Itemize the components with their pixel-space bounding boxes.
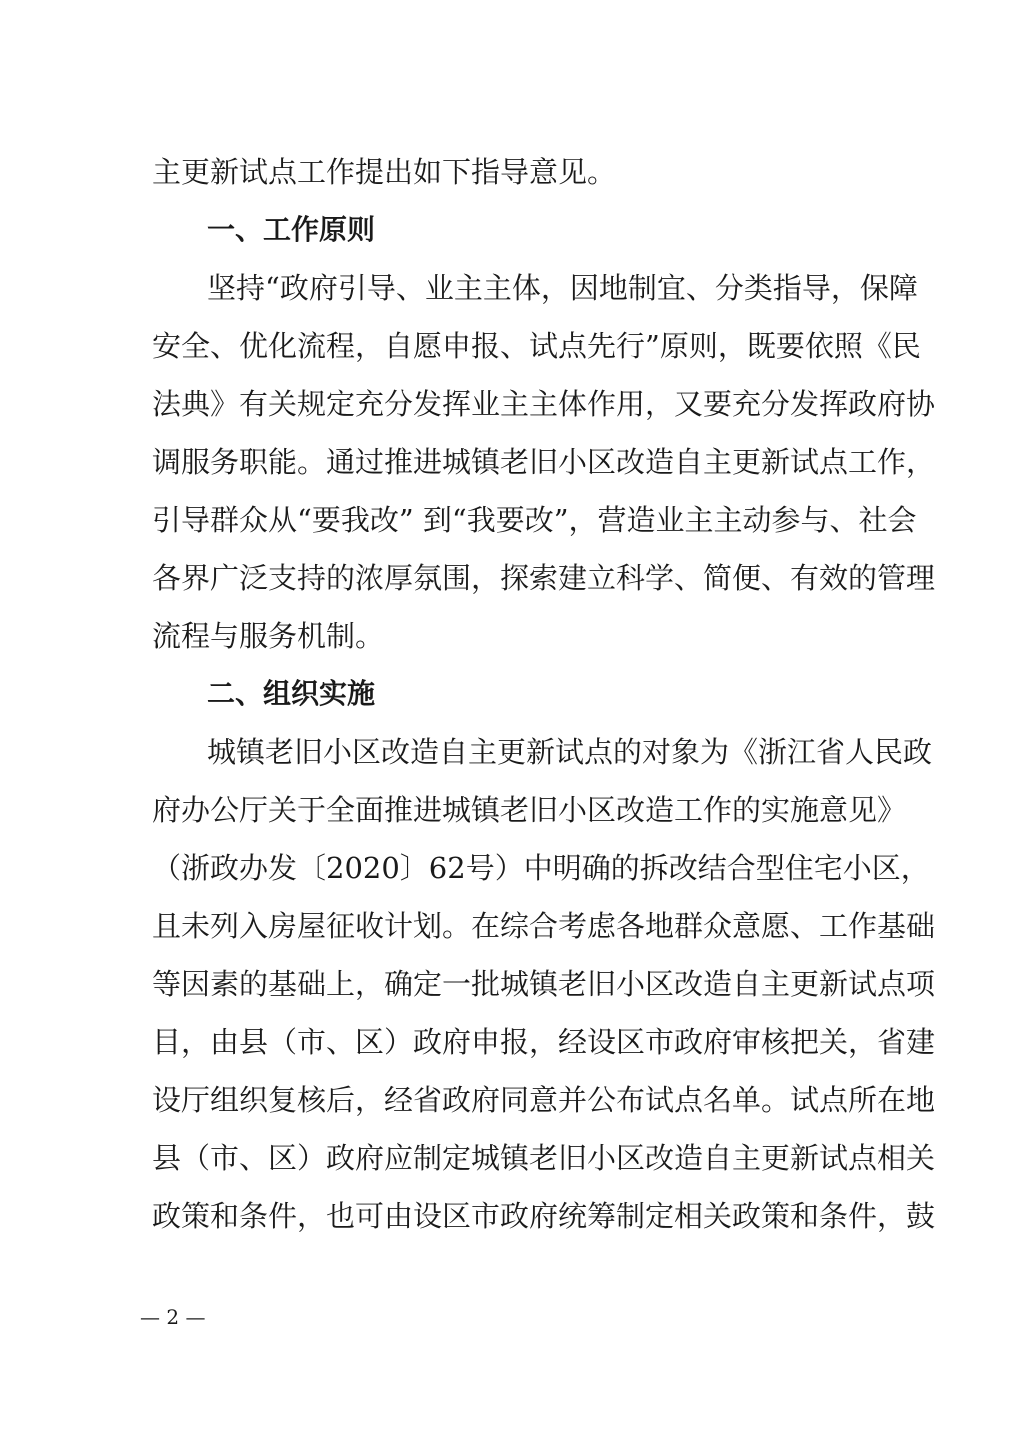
paragraph-line: 县（市、区）政府应制定城镇老旧小区改造自主更新试点相关 bbox=[152, 1141, 936, 1175]
paragraph-line: 法典》有关规定充分发挥业主主体作用，又要充分发挥政府协 bbox=[152, 387, 936, 421]
page-number: — 2 — bbox=[140, 1305, 206, 1329]
paragraph-line: 等因素的基础上，确定一批城镇老旧小区改造自主更新试点项 bbox=[152, 967, 936, 1001]
section-heading-organization: 二、组织实施 bbox=[207, 677, 376, 710]
paragraph-line: 政策和条件，也可由设区市政府统筹制定相关政策和条件，鼓 bbox=[152, 1199, 936, 1233]
paragraph-line: 流程与服务机制。 bbox=[152, 619, 385, 653]
paragraph-line: 安全、优化流程，自愿申报、试点先行”原则，既要依照《民 bbox=[152, 329, 921, 363]
paragraph-line: 坚持“政府引导、业主主体，因地制宜、分类指导，保障 bbox=[207, 271, 918, 305]
intro-line-1: 主更新试点工作提出如下指导意见。 bbox=[152, 155, 617, 189]
paragraph-line: 各界广泛支持的浓厚氛围，探索建立科学、简便、有效的管理 bbox=[152, 561, 936, 595]
paragraph-line: 府办公厅关于全面推进城镇老旧小区改造工作的实施意见》 bbox=[152, 793, 907, 827]
paragraph-line: 引导群众从“要我改” 到“我要改”，营造业主主动参与、社会 bbox=[152, 503, 917, 537]
paragraph-line: 且未列入房屋征收计划。在综合考虑各地群众意愿、工作基础 bbox=[152, 909, 936, 943]
paragraph-line: （浙政办发〔2020〕62号）中明确的拆改结合型住宅小区， bbox=[152, 851, 930, 885]
paragraph-line: 城镇老旧小区改造自主更新试点的对象为《浙江省人民政 bbox=[207, 735, 933, 769]
paragraph-line: 设厅组织复核后，经省政府同意并公布试点名单。试点所在地 bbox=[152, 1083, 936, 1117]
paragraph-line: 调服务职能。通过推进城镇老旧小区改造自主更新试点工作， bbox=[152, 445, 936, 479]
section-heading-work-principles: 一、工作原则 bbox=[207, 213, 376, 246]
paragraph-line: 目，由县（市、区）政府申报，经设区市政府审核把关，省建 bbox=[152, 1025, 936, 1059]
